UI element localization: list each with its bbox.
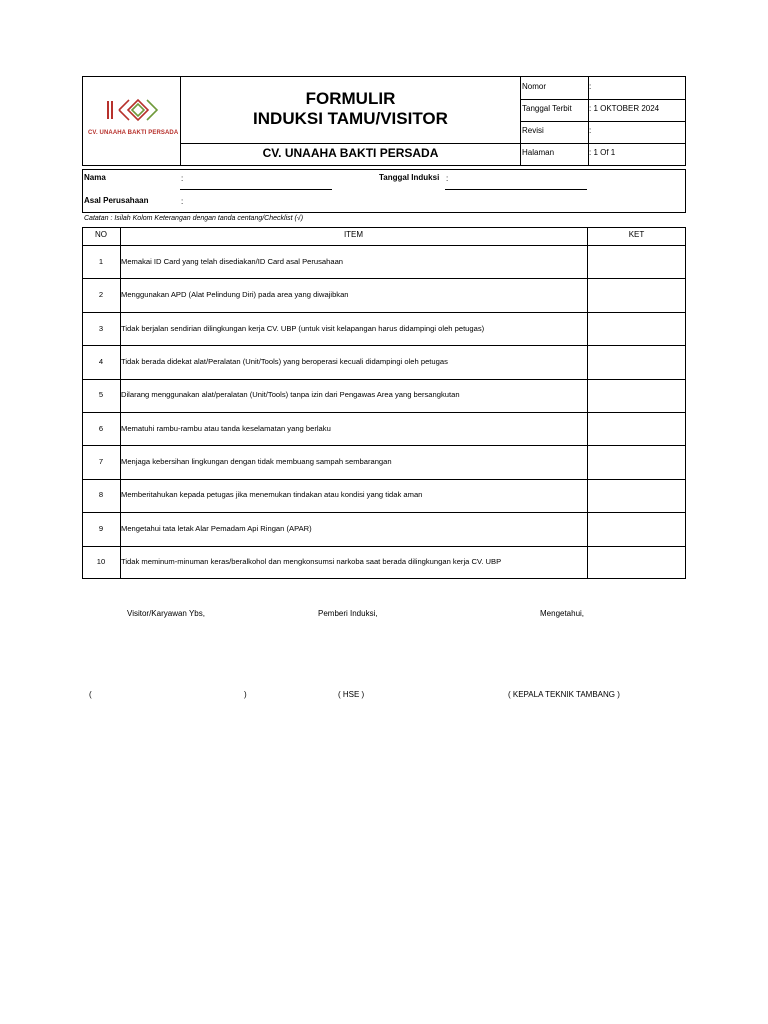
checklist-note: Catatan : Isilah Kolom Keterangan dengan tanda centang/Checklist (√) — [84, 215, 304, 222]
table-cell-item: Memberitahukan kepada petugas jika menemukan tindakan atau kondisi yang tidak aman — [121, 490, 423, 499]
table-cell-no: 6 — [98, 424, 104, 433]
meta-label-tanggal-terbit: Tanggal Terbit — [522, 104, 572, 113]
signature-visitor-close: ) — [244, 690, 247, 699]
company-logo-text: CV. UNAAHA BAKTI PERSADA — [88, 130, 179, 136]
table-cell-ket-checkbox[interactable] — [588, 313, 685, 345]
tanggal-induksi-colon: : — [446, 174, 449, 183]
signature-pemberi-label: Pemberi Induksi, — [318, 609, 378, 618]
table-cell-item: Tidak meminum-minuman keras/beralkohol dan mengkonsumsi narkoba saat berada dilingkungan kerja CV. UBP — [121, 557, 502, 566]
table-cell-no: 2 — [98, 290, 104, 299]
meta-value-nomor: : — [589, 82, 592, 91]
signature-visitor-open: ( — [89, 690, 92, 699]
meta-label-halaman: Halaman — [522, 148, 555, 157]
header-divider-title — [180, 143, 521, 144]
signature-visitor-label: Visitor/Karyawan Ybs, — [127, 609, 205, 618]
table-cell-ket-checkbox[interactable] — [588, 446, 685, 478]
meta-value-tanggal-terbit: : 1 OKTOBER 2024 — [589, 104, 660, 113]
meta-row-divider — [520, 143, 686, 144]
table-header-item: ITEM — [343, 230, 364, 239]
asal-perusahaan-label: Asal Perusahaan — [84, 196, 149, 205]
table-cell-ket-checkbox[interactable] — [588, 380, 685, 412]
table-cell-no: 10 — [96, 557, 106, 566]
table-cell-item: Mematuhi rambu-rambu atau tanda keselamatan yang berlaku — [121, 424, 331, 433]
table-cell-ket-checkbox[interactable] — [588, 413, 685, 445]
meta-label-nomor: Nomor — [522, 82, 547, 91]
table-cell-item: Menjaga kebersihan lingkungan dengan tidak membuang sampah sembarangan — [121, 457, 392, 466]
form-title-line2: INDUKSI TAMU/VISITOR — [253, 109, 448, 128]
asal-perusahaan-colon[interactable]: : — [181, 197, 184, 206]
meta-value-halaman: : 1 Of 1 — [589, 148, 616, 157]
table-cell-item: Memakai ID Card yang telah disediakan/ID Card asal Perusahaan — [121, 257, 344, 266]
table-cell-item: Dilarang menggunakan alat/peralatan (Unit/Tools) tanpa izin dari Pengawas Area yang bersangkutan — [121, 390, 460, 399]
table-cell-no: 1 — [98, 257, 104, 266]
company-name: CV. UNAAHA BAKTI PERSADA — [262, 146, 439, 160]
table-header-ket: KET — [628, 230, 645, 239]
form-title-line1: FORMULIR — [305, 89, 396, 108]
table-cell-no: 9 — [98, 524, 104, 533]
meta-label-revisi: Revisi — [522, 126, 544, 135]
table-cell-no: 8 — [98, 490, 104, 499]
company-logo-mark — [98, 92, 178, 126]
meta-value-revisi: : — [589, 126, 592, 135]
table-cell-item: Tidak berjalan sendirian dilingkungan kerja CV. UBP (untuk visit kelapangan harus didampingi oleh petugas) — [121, 324, 485, 333]
table-cell-no: 4 — [98, 357, 104, 366]
signature-pemberi-role: ( HSE ) — [338, 690, 365, 699]
tanggal-induksi-field[interactable] — [445, 189, 587, 190]
table-cell-item: Tidak berada didekat alat/Peralatan (Unit/Tools) yang beroperasi kecuali didampingi oleh petugas — [121, 357, 448, 366]
company-logo — [88, 92, 179, 142]
table-cell-item: Mengetahui tata letak Alar Pemadam Api Ringan (APAR) — [121, 524, 312, 533]
nama-label: Nama — [84, 173, 106, 182]
table-cell-ket-checkbox[interactable] — [588, 547, 685, 579]
table-cell-ket-checkbox[interactable] — [588, 279, 685, 311]
table-cell-ket-checkbox[interactable] — [588, 246, 685, 278]
meta-row-divider — [520, 121, 686, 122]
nama-colon: : — [181, 174, 184, 183]
table-cell-no: 7 — [98, 457, 104, 466]
table-cell-ket-checkbox[interactable] — [588, 346, 685, 378]
nama-field[interactable] — [180, 189, 332, 190]
table-header-no: NO — [95, 230, 107, 239]
tanggal-induksi-label: Tanggal Induksi — [379, 173, 440, 182]
table-cell-no: 5 — [98, 390, 104, 399]
table-cell-ket-checkbox[interactable] — [588, 480, 685, 512]
meta-row-divider — [520, 99, 686, 100]
signature-mengetahui-role: ( KEPALA TEKNIK TAMBANG ) — [508, 690, 620, 699]
table-cell-ket-checkbox[interactable] — [588, 513, 685, 545]
signature-mengetahui-label: Mengetahui, — [540, 609, 585, 618]
table-cell-no: 3 — [98, 324, 104, 333]
table-cell-item: Menggunakan APD (Alat Pelindung Diri) pada area yang diwajibkan — [121, 290, 349, 299]
